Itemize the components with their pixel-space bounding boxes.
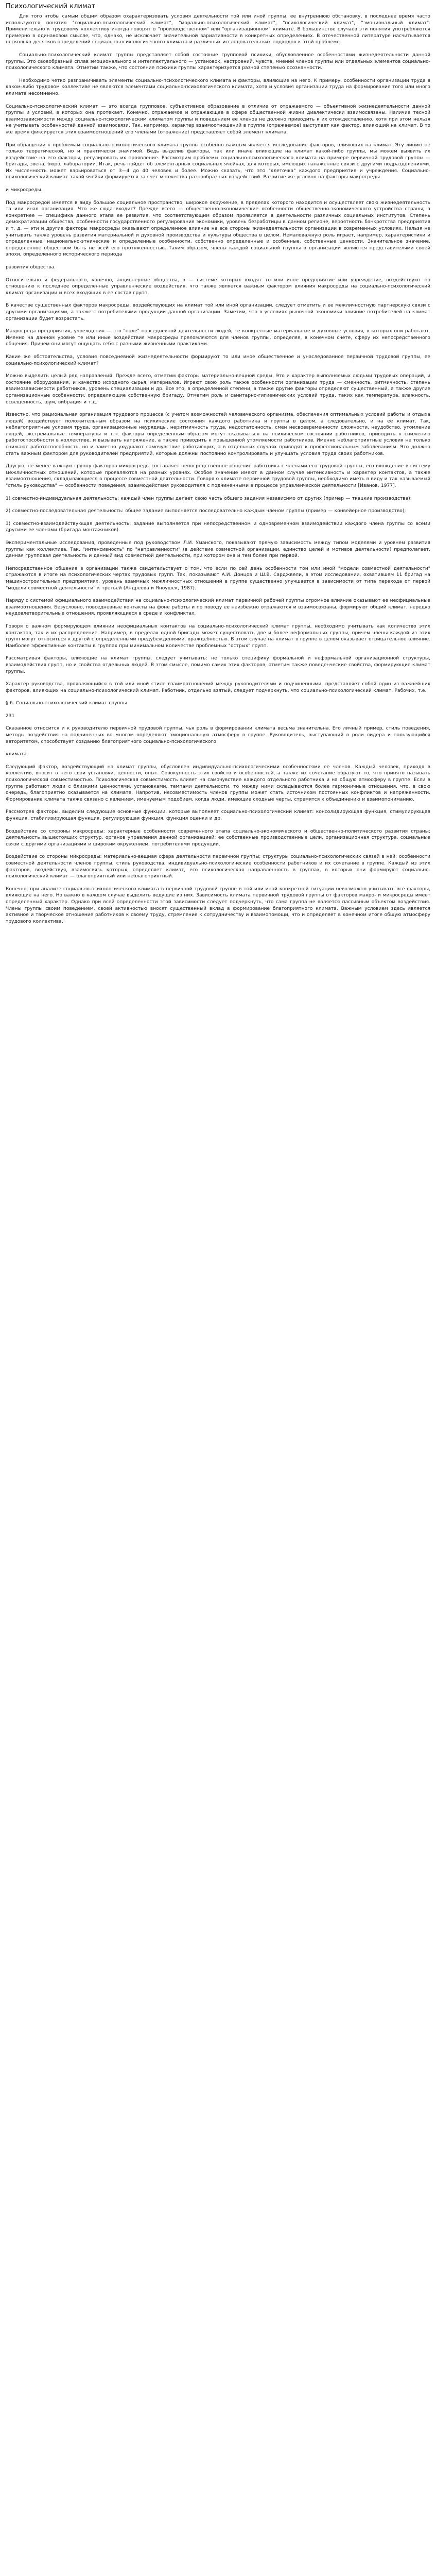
paragraph-8: развития общества. (6, 265, 56, 270)
paragraph-13: Можно выделить целый ряд направлений. Прежде всего, отметим факторы материально-вещной среды. Это и характер выполняемых людьми трудовых операций, и состояние оборудования, и качество исходного сырья, материалов. Играют свою роль также особенности организации труда — сменность, ритмичность, степень взаимозависимости работников, уровень специализации и др. Все это, в определенной степени, а также другие факторы определяют существенный, а также другие организационные особенности, определяющие собственную бригаду. Отметим роль и санитарно-гигиенических условий труда, таких как температура, влажность, освещенность, шум, вибрация и т.д. (6, 374, 430, 405)
paragraph-28: Рассмотрев факторы, выделим следующие основные функции, которые выполняет социально-психологический климат: консолидирующая функция, стимулирующая функция, стабилизирующая функция, регулирующая функция, функция оценки и др. (6, 809, 430, 821)
paragraph-19: Экспериментальные исследования, проведенные под руководством Л.И. Уманского, показывают прямую зависимость между типом моделями и уровнем развития группы как коллектива. Так, "интенсивность" по "направленности" (в действие совместной организации, единство целей и мотивов деятельности) предполагает, данная групповая деятельность и данный вид совместной деятельности, при котором она и тем более при первой. (6, 540, 430, 559)
paragraph-30: Воздействие со стороны микросреды: материально-вещная сфера деятельности первичной группы; структуры социально-психологических связей в ней; особенности совместной деятельности членов группы; стиль руководства; индивидуально-психологические особенности работников и их сочетание в группе. Каждый из этих факторов, воздействуя, взаимосвязь которых, определяет климат, его психологическая направленность в группах, в которых они формируют социально-психологический климат — благоприятный или неблагоприятный. (6, 854, 430, 879)
paragraph-17: 2) совместно-последовательная деятельность: общее задание выполняется последовательно каждым членом группы (пример — конвейерное производство); (6, 509, 406, 514)
document-body (6, 13, 430, 925)
section-heading: 231 (6, 713, 15, 719)
paragraph-11: Макросреда предприятия, учреждения — это "поле" повседневной деятельности людей, те конкретные материальные и духовные условия, в которых они работают. Именно на данном уровне те или иные воздействия макросреды преломляются для членов группы, определяя, в конечном счете, сферу их непосредственного общения. Причем они могут ощущать себя с разными жизненными практиками. (6, 329, 430, 347)
paragraph-6: и микросреды. (6, 188, 43, 193)
paragraph-14: Известно, что рациональная организация трудового процесса (с учетом возможностей человеческого организма, обеспечения оптимальных условий работы и отдыха людей) воздействует положительным образом на психические состояния каждого работника и группы в целом, а следовательно, и на ее климат. Так, неблагоприятные условия труда, организационные неурядицы, неритмичность труда, недостаточность, смен несвоевременности сложности, неудобство, утомление людей, экстремальные температуры и т.п. факторы определенным образом могут сказываться на психическом состоянии работников, приводить к снижению работоспособности в коллективе, и вызывать напряжение, а также приводить к повышенной утомляемости работников. Именно неблагоприятные условия не только снижают работоспособность, но и заметно ухудшают самочувствие работающих, а в отдельных случаях приводят к профессиональным заболеваниям. Это должно стать важным фактором для руководителей предприятий, которые должны постоянно контролировать и улучшать условия труда своих работников. (6, 412, 430, 456)
paragraph-10: В качестве существенных факторов макросреды, воздействующих на климат той или иной организации, следует отметить и ее межличностную партнерскую связи с другими организациями, а также с потребителями продукции данной организации. Заметим, что в условиях рыночной экономики влияние потребителей на климат организации будет возрастать. (6, 303, 430, 321)
paragraph-22: Говоря о важном формирующем влиянии неофициальных контактов на социально-психологический климат группы, необходимо учитывать как количество этих контактов, так и их распределение. Например, в пределах одной бригады может существовать две и более неформальных группы, причем члены каждой из этих групп могут относиться к другой с определенными предубеждениями, враждебностью. В этом случае на климат в группе в целом оказывает отрицательное влияние. Наиболее эффективные контакты в группах при минимальном количестве проблемных "острых" групп. (6, 623, 430, 649)
paragraph-31: Конечно, при анализе социально-психологического климата в первичной трудовой группе в той или иной конкретной ситуации невозможно учитывать все факторы, влияющие на него. Но важно в каждом случае выделить ведущие из них. Зависимость климата первичной трудовой группы от факторов макро- и микросреды имеет определенный характер. Однако при всей определенности этой зависимости следует подчеркнуть, что сама группа не является пассивным объектом воздействия. Члены группы своим поведением, своей активностью вносят существенный вклад в формирование благоприятного климата. Важным условием здесь является активное и творческое отношение работников к своему труду, стремление к сотрудничеству и взаимопомощи, что и определяет в конечном итоге общую атмосферу трудового коллектива. (6, 886, 430, 924)
paragraph-23: Рассматривая факторы, влияющие на климат группы, следует учитывать: не только специфику формальной и неформальной организационной структуры, взаимодействия групп, но и свойства отдельных людей. В этом смысле, помимо самих этих факторов, отметим также поведенческие свойства, формирующие климат группы. (6, 656, 430, 674)
paragraph-29: Воздействие со стороны макросреды: характерные особенности современного этапа социально-экономического и общественно-политического развития страны; деятельность вышестоящих структур, органов управления данной организацией; ее собственные производственные цели, организационная структура, социальные связи с другими организациями и широким окружением, потребителями продукции. (6, 828, 430, 847)
paragraph-1: Для того чтобы самым общим образом охарактеризовать условия деятельности той или иной группы, ее внутреннюю обстановку, в последнее время часто используются понятия "социально-психологический климат", "морально-психологический климат", "психологический климат", "эмоциональный климат". Применительно к трудовому коллективу иногда говорят о "производственном" или "организационном" климате. В большинстве случаев эти понятия употребляются примерно в одинаковом смысле, что, однако, не исключает значительной вариативности в конкретных определениях. В отечественной литературе насчитывается несколько десятков определений социально-психологического климата и различных исследовательских подходов к этой проблеме. (6, 14, 430, 45)
paragraph-24: Характер руководства, проявляющийся в той или иной стиле взаимоотношений между руководителями и подчиненными, представляет собой один из важнейших факторов, влияющих на социально-психологический климат. Работник, отдельно взятый, следует подчеркнуть, что социально-психологический климат. Рабочих, т.е. (6, 682, 430, 693)
paragraph-5: При обращении к проблемам социально-психологического климата группы особенно важным является исследование факторов, влияющих на климат. Эту линию не только теоретической, но и практически значимой. Ведь выделив факторы, так или иначе влияющие на климат какой-либо группы, мы можем выявить их воздействие на его факторы, регулировать их проявление. Рассмотрим проблемы социально-психологического климата на примере первичной трудовой группы — бригады, звена, бюро, лаборатории. Итак, речь пойдет об элементарных социальных ячейках, для которых, имеющих налаженные связи с другими подразделениями. Их численность может варьироваться от 3—4 до 40 человек и более. Можно сказать, что это "клеточка" каждого предприятия и учреждения. Социально-психологический климат такой ячейки формируется за счет множества разнообразных воздействий. Развитие же условно на факторы макросреды (6, 142, 430, 180)
page-number: Сказанное относится и к руководителю первичной трудовой группы, чья роль в формировании климата весьма значительна. Его личный пример, стиль поведения, методы воздействия на подчиненных во многом определяют эмоциональную атмосферу в группе. Руководитель, выступающий в роли лидера и пользующийся авторитетом, способствует созданию благоприятного социально-психологического (6, 726, 430, 744)
paragraph-26: климата. (6, 752, 28, 757)
paragraph-25: § 6. Социально-психологический климат группы (6, 701, 127, 706)
paragraph-18: 3) совместно-взаимодействующая деятельность: задание выполняется при непосредственном и одновременном взаимодействии каждого члена группы со всеми другими ее членами (бригада монтажников). (6, 521, 430, 533)
paragraph-15: Другую, не менее важную группу факторов микросреды составляет непосредственное общение работника с членами его трудовой группы, его вхождение в систему межличностных отношений, которые проявляются на разных уровнях. Особое значение имеют в данном случае интенсивность и характер контактов, а также взаимоотношения, складывающиеся в процессе совместной деятельности. Говоря о климате первичной трудовой группы, необходимо иметь в виду и так называемый "стиль руководства" — особенности поведения, взаимодействия руководителя с подчиненными в процессе управленческой деятельности [Иванов, 1977]. (6, 464, 430, 489)
paragraph-3: Необходимо четко разграничивать элементы социально-психологического климата и факторы, влияющие на него. К примеру, особенности организации труда в каком-либо трудовом коллективе не являются элементами социально-психологического климата, хотя и условия организации труда на формирование того или иного климата несомненно. (6, 78, 430, 96)
paragraph-9: Относительно и федерального, конечно, акционерные общества, в — системе которых входят то или иное предприятие или учреждение, воздействуют по отношению к последнее определенные управленческие воздействия, что также является важным фактором влияния макросреды на социально-психологический климат организации и всех входящих в ее состав групп. (6, 277, 430, 296)
paragraph-7: Под макросредой имеется в виду большое социальное пространство, широкое окружение, в пределах которого находится и осуществляет свою жизнедеятельность та или иная организация. Что же сюда входит? Прежде всего — общественно-экономические особенности общественно-экономического устройства страны, а конкретнее — специфика данного этапа ее развития, что соответствующим образом проявляется в деятельности различных социальных институтов. Степень демократизации общества, особенности государственного регулирования экономики, уровень безработицы в данном регионе, вероятность банкротства предприятия и т. д. — эти и другие факторы макросреды оказывают определенное влияние на все стороны жизнедеятельности организации в современных условиях. Нельзя не учитывать также уровень развития материальной и духовной производства и культуры общества в целом. Немаловажную роль играет, например, характеристики и определенные, национально-этнические и определенные особенности, собственно определенные и особенные, собственные ценности. Значительное значение, определенное обществом быть не всей его протяженностью. Таким образом, члены каждой социальной группы в организации являются представителями своей эпохи, определенного исторического периода (6, 200, 430, 258)
paragraph-12: Какие же обстоятельства, условия повседневной жизнедеятельности формируют то или иное общественное и унаследованное первичной трудовой группы, ее социально-психологический климат? (6, 354, 430, 366)
paragraph-16: 1) совместно-индивидуальная деятельность: каждый член группы делает свою часть общего задания независимо от других (пример — ткацкие производства); (6, 496, 412, 501)
paragraph-4: Социально-психологический климат — это всегда групповое, субъективное образование в отличие от отражаемого — объективной жизнедеятельности данной группы и условий, в которых она протекает. Конечно, отражаемое и отражающее в сфере общественной жизни диалектически взаимосвязаны. Наличие тесной взаимозависимости между социально-психологическим климатом группы и поведением ее членов не должно приводить к их отождествлению, хотя при этом нельзя не учитывать особенностей данной взаимосвязи. Так, например, характер взаимоотношений в группе (отражаемое) выступает как фактор, влияющий на климат. В то же время фиксируется этих взаимоотношений его членами (отражение) представляет собой элемент климата. (6, 104, 430, 135)
paragraph-21: Наряду с системой официального взаимодействия на социально-психологический климат первичной рабочей группы огромное влияние оказывают ее неофициальные взаимоотношения. Безусловно, повседневные контакты на фоне работы и по поводу ее неизбежно отражаются и взаимосвязаны, формируют общий климат, нередко неудовлетворительные отношения, проявляющиеся в среде и конфликтах. (6, 598, 430, 617)
paragraph-27: Следующий фактор, воздействующий на климат группы, обусловлен индивидуально-психологическими особенностями ее членов. Каждый человек, приходя в коллектив, вносит в него свои установки, ценности, опыт. Совокупность этих свойств и особенностей, а также их сочетание образуют то, что принято называть психологической совместимостью. Психологическая совместимость влияет на самочувствие каждого отдельного работника и на общую атмосферу в группе. Если в группе работают люди с близкими ценностями, установками, темпами деятельности, то между ними складываются более гармоничные отношения, что, в свою очередь, благоприятно сказывается на климате. Напротив, несовместимость членов группы может стать источником постоянных конфликтов и напряженности. Формирование климата также связано с явлением, именуемым подобием, когда люди, имеющие сходные черты, стремятся к объединению и взаимопониманию. (6, 764, 430, 802)
paragraph-20: Непосредственное общение в организации также свидетельствует о том, что если по сей день особенности той или иной "модели совместной деятельности" отражаются в итоге на психологических чертах трудовых групп. Так, показывают А.И. Донцов и Ш.В. Сарджвели, в этом исследовании, охватившем 11 бригад на машиностроительных предприятиях, уровень взаимных межличностных отношений в группе существенно улучшается в зависимости от типа перехода от первой "модели совместной деятельности" к третьей (Андреева и Яноушек, 1987). (6, 566, 430, 591)
document-title: Психологический климат (6, 3, 96, 10)
paragraph-2: Социально-психологический климат группы представляет собой состояние групповой психики, обусловленное особенностями жизнедеятельности данной группы. Это своеобразный сплав эмоционального и интеллектуального — установок, настроений, чувств, мнений членов группы или отдельных элементов социально-психологического климата. Отметим также, что состояние психики группы характеризуется разной степенью осознанности. (6, 52, 430, 71)
